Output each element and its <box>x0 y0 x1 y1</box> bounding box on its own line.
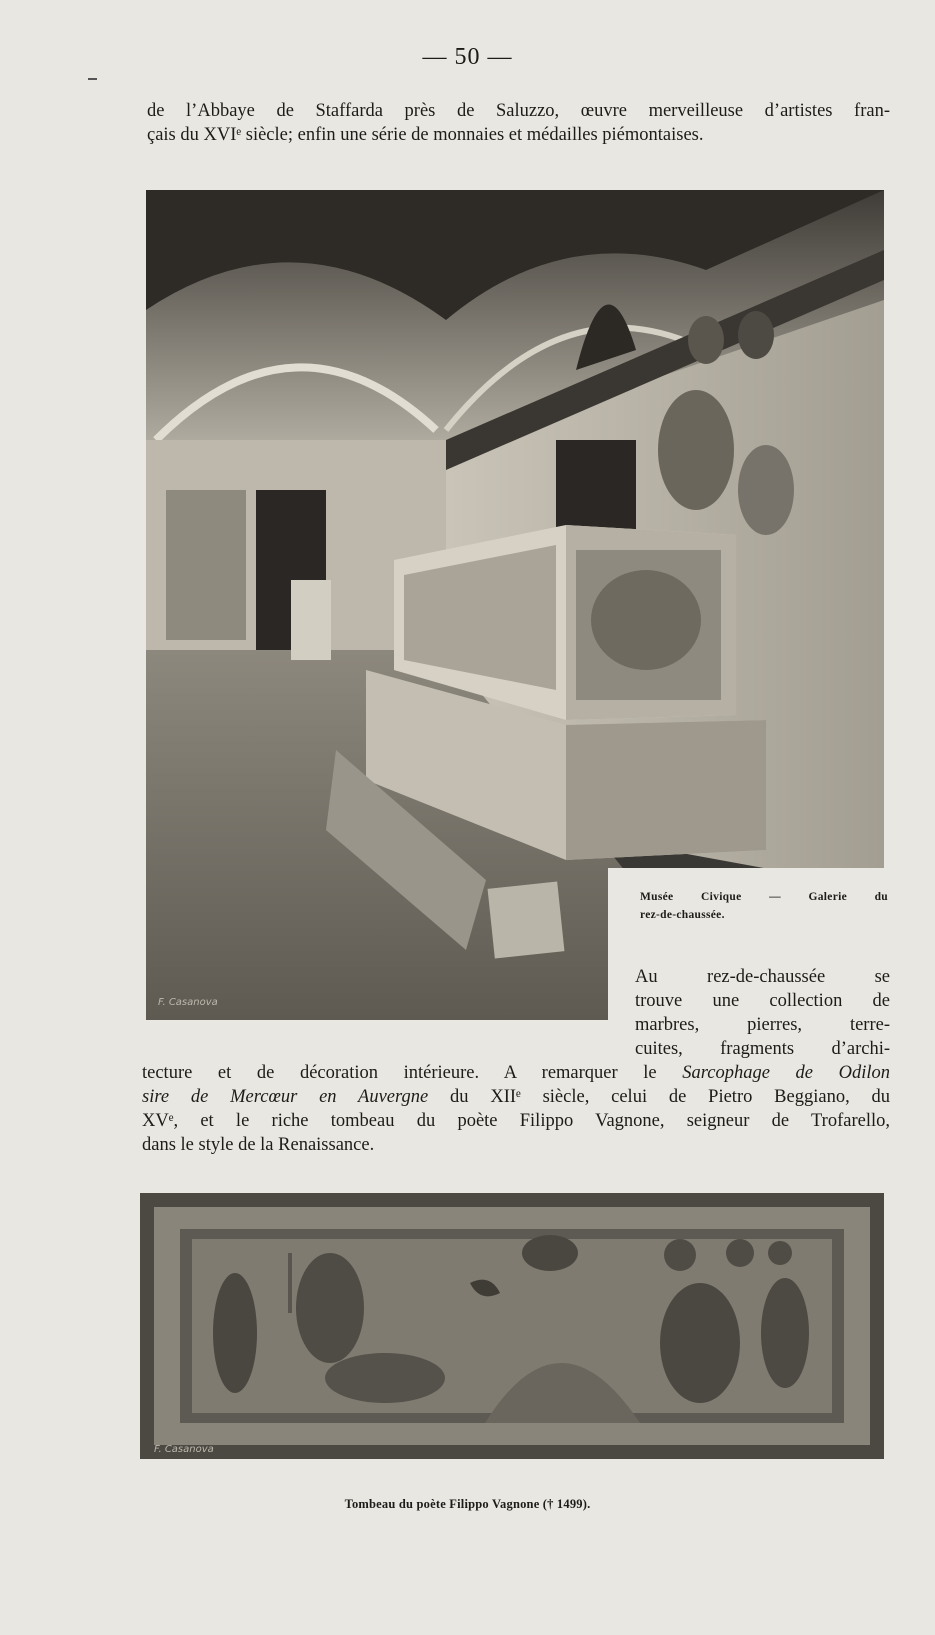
body-line-5-italic: Sarcophage de Odilon <box>682 1063 890 1083</box>
gallery-caption-line-1: Musée Civique — Galerie du <box>640 891 888 903</box>
gallery-caption-line-2: rez-de-chaussée. <box>640 909 725 921</box>
tomb-photo <box>140 1193 884 1459</box>
top-paragraph-line-1: de l’Abbaye de Staffarda près de Saluzzo, œuvre merveilleuse d’artistes fran- <box>147 101 890 121</box>
body-line-5-text: tecture et de décoration intérieure. A remarquer le <box>142 1063 657 1083</box>
top-paragraph-line-2: çais du XVIᵉ siècle; enfin une série de monnaies et médailles piémontaises. <box>147 125 704 145</box>
body-line-6-text: du XIIᵉ siècle, celui de Pietro Beggiano, du <box>450 1087 891 1107</box>
body-line-1: Au rez-de-chaussée se <box>635 967 890 987</box>
body-line-3: marbres, pierres, terre- <box>635 1015 890 1035</box>
body-paragraph <box>142 965 890 1157</box>
body-line-8: dans le style de la Renaissance. <box>142 1135 375 1155</box>
tomb-relief-image <box>140 1193 884 1459</box>
page-number: — 50 — <box>422 44 513 70</box>
tomb-caption: Tombeau du poète Filippo Vagnone († 1499). <box>344 1497 591 1511</box>
body-line-7: XVᵉ, et le riche tombeau du poète Filippo Vagnone, seigneur de Trofarello, <box>142 1111 890 1131</box>
body-line-4: cuites, fragments d’archi- <box>635 1039 890 1059</box>
tomb-photographer-signature: F. Casanova <box>154 1444 214 1455</box>
gallery-caption <box>640 888 888 924</box>
body-line-6 <box>142 1085 890 1109</box>
body-line-2: trouve une collection de <box>635 991 890 1011</box>
gallery-photographer-signature: F. Casanova <box>158 997 218 1008</box>
body-line-6-italic: sire de Mercœur en Auvergne <box>142 1087 429 1107</box>
margin-mark <box>88 78 97 80</box>
top-paragraph <box>147 99 890 147</box>
body-line-5 <box>142 1061 890 1085</box>
